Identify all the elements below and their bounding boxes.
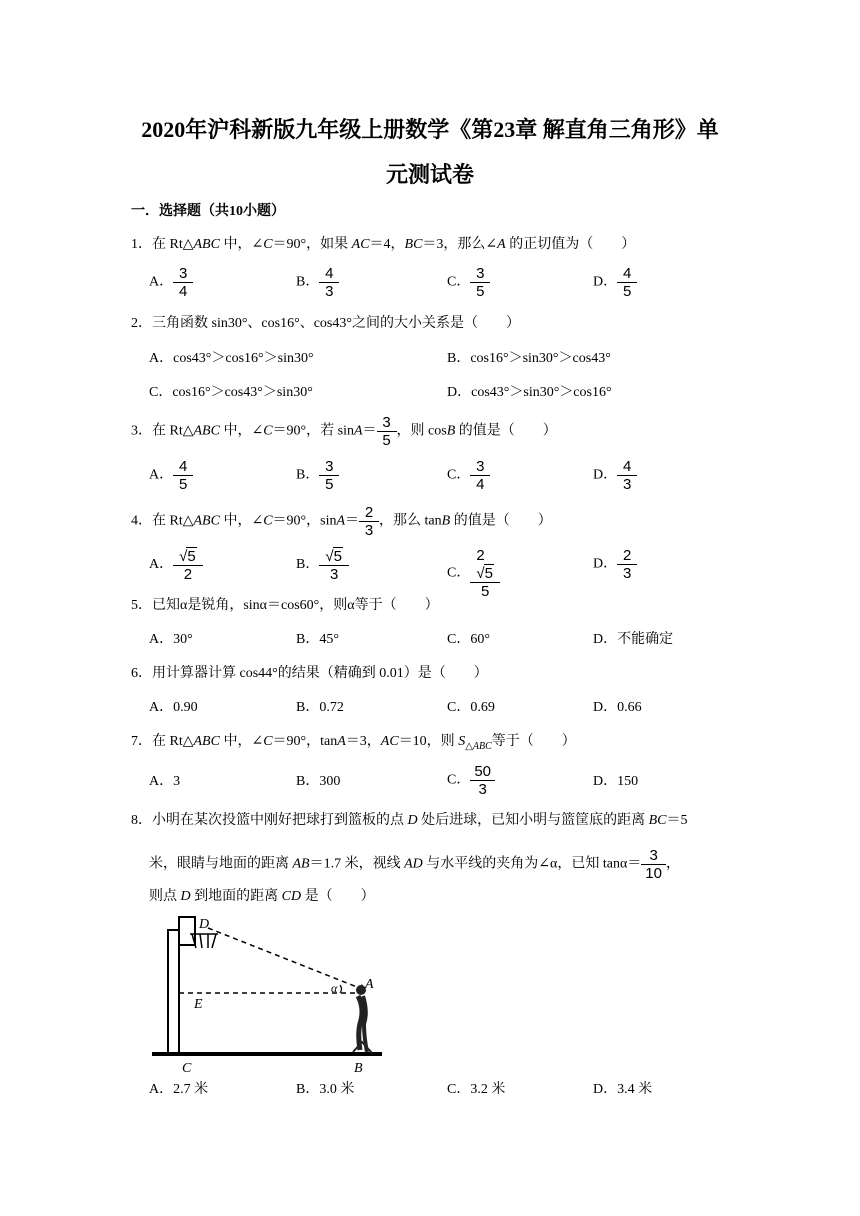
question-5: 5．已知α是锐角，sinα＝cos60°，则α等于（ ） [131, 598, 439, 613]
question-3: 3．在 Rt△ABC 中，∠C＝90°，若 sinA＝ $\frac{3}{5}$ ，则 cosB 的值是（ ） [131, 414, 557, 449]
q6-option-c: C．0.69 [447, 700, 495, 715]
q1-option-b: B． $\frac{4}{3}$ [296, 265, 339, 300]
q6-option-b: B．0.72 [296, 700, 344, 715]
label-e: E [194, 997, 203, 1012]
q8-option-d: D．3.4 米 [593, 1082, 653, 1097]
q1-option-d: D． $\frac{4}{5}$ [593, 265, 637, 300]
q3-option-c: C． $\frac{3}{4}$ [447, 458, 490, 493]
q3-option-a: A． $\frac{4}{5}$ [149, 458, 193, 493]
person-figure [353, 984, 372, 1053]
q1-option-a: A． $\frac{3}{4}$ [149, 265, 193, 300]
q7-option-c: C． $\frac{50}{3}$ [447, 763, 495, 798]
question-2: 2．三角函数 sin30°、cos16°、cos43°之间的大小关系是（ ） [131, 316, 520, 331]
page-title-line2: 元测试卷 [385, 162, 474, 187]
q6-option-d: D．0.66 [593, 700, 642, 715]
q5-option-c: C．60° [447, 632, 490, 647]
q4-option-c: C． 2 √5 5 [447, 547, 500, 600]
question-7: 7．在 Rt△ABC 中，∠C＝90°，tanA＝3，AC＝10，则 $S_{\triangle ABC}$等于（ ） [131, 734, 576, 752]
label-c: C [182, 1061, 192, 1076]
q6-option-a: A．0.90 [149, 700, 198, 715]
sight-line-ad [208, 928, 357, 987]
question-8-line3: 则点 D 到地面的距离 CD 是（ ） [149, 889, 375, 904]
label-d: D [199, 917, 210, 932]
question-6: 6．用计算器计算 cos44°的结果（精确到 0.01）是（ ） [131, 666, 488, 681]
question-4: 4．在 Rt△ABC 中，∠C＝90°，sinA＝ $\frac{2}{3}$ ，那么 tanB 的值是（ ） [131, 504, 552, 539]
alpha-arc [340, 985, 342, 993]
q2-option-b: B．cos16°＞sin30°＞cos43° [447, 351, 611, 366]
label-alpha: α [331, 981, 338, 995]
q2-option-d: D．cos43°＞sin30°＞cos16° [447, 385, 612, 400]
q2-option-a: A．cos43°＞cos16°＞sin30° [149, 351, 314, 366]
q8-option-a: A．2.7 米 [149, 1082, 209, 1097]
q5-option-a: A．30° [149, 632, 193, 647]
q1-option-c: C． $\frac{3}{5}$ [447, 265, 490, 300]
question-1: 1．在 Rt△ABC 中，∠C＝90°，如果 AC＝4，BC＝3，那么∠A 的正切值为（ ） [131, 237, 636, 252]
label-a: A [365, 977, 374, 992]
q5-option-d: D．不能确定 [593, 632, 674, 647]
basketball-figure [150, 912, 385, 1077]
label-b: B [354, 1061, 363, 1076]
q7-option-b: B．300 [296, 774, 341, 789]
page-title-line1: 2020年沪科新版九年级上册数学《第23章 解直角三角形》单 [141, 117, 719, 142]
q8-option-b: B．3.0 米 [296, 1082, 355, 1097]
q4-option-a: A． $\frac{√5}{2}$ [149, 547, 203, 583]
q7-option-d: D．150 [593, 774, 639, 789]
pole [168, 930, 179, 1054]
q3-option-b: B． $\frac{3}{5}$ [296, 458, 339, 493]
question-8-line2: 米，眼睛与地面的距离 AB＝1.7 米，视线 AD 与水平线的夹角为∠α，已知 tanα＝ $\frac{3}{10}$ ， [149, 847, 680, 882]
q3-option-d: D． $\frac{4}{3}$ [593, 458, 637, 493]
q8-option-c: C．3.2 米 [447, 1082, 506, 1097]
question-8-line1: 8．小明在某次投篮中刚好把球打到篮板的点 D 处后进球，已知小明与篮筐底的距离 BC＝5 [131, 813, 688, 828]
q4-option-b: B． $\frac{√5}{3}$ [296, 547, 349, 583]
q2-option-c: C．cos16°＞cos43°＞sin30° [149, 385, 313, 400]
backboard [179, 917, 195, 945]
q4-option-d: D． $\frac{2}{3}$ [593, 547, 637, 582]
section-heading: 一．选择题（共10小题） [131, 204, 285, 219]
q7-option-a: A．3 [149, 774, 181, 789]
q5-option-b: B．45° [296, 632, 339, 647]
